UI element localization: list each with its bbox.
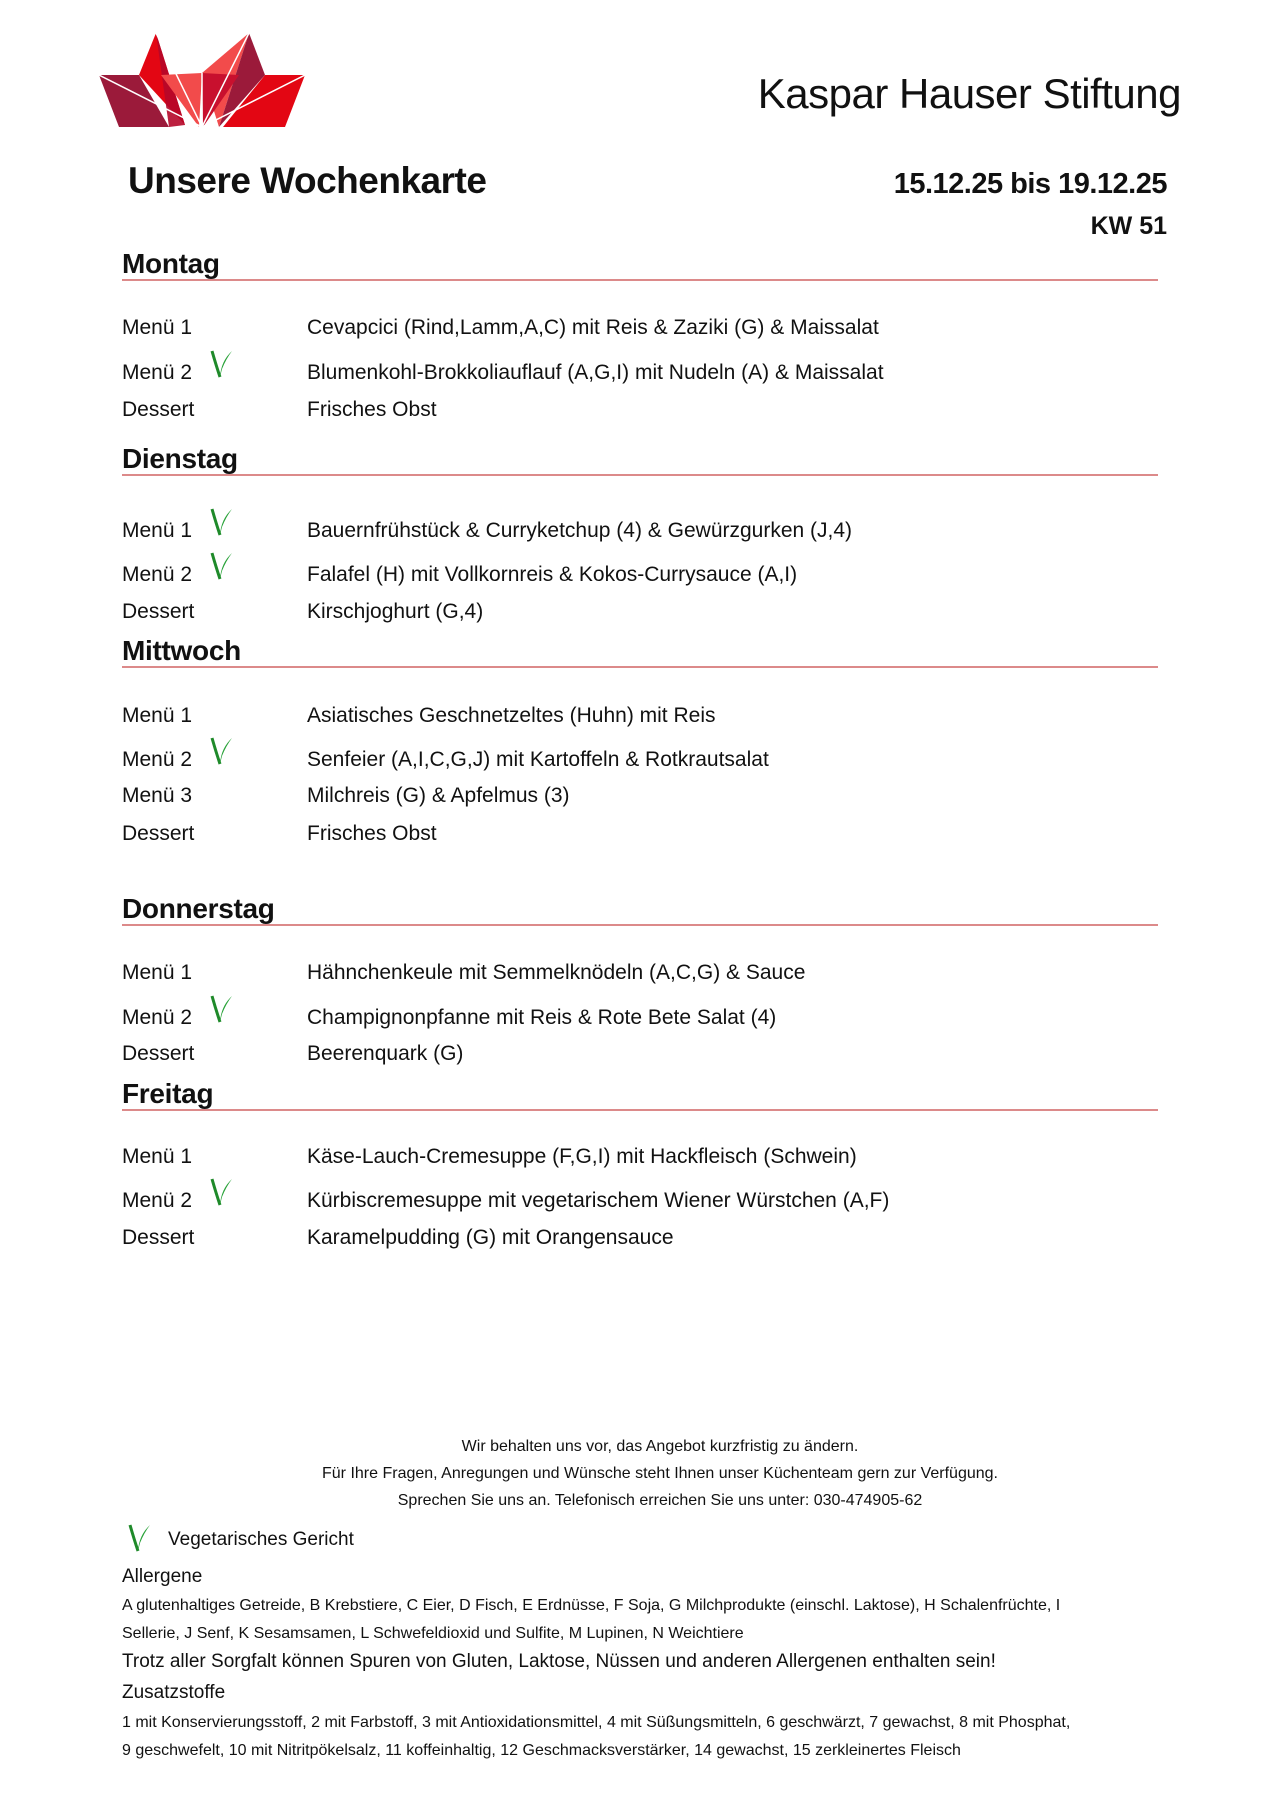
dish-description: Champignonpfanne mit Reis & Rote Bete Salat (4) bbox=[307, 1006, 777, 1029]
dish-description: Falafel (H) mit Vollkornreis & Kokos-Currysauce (A,I) bbox=[307, 563, 798, 586]
day-heading: Dienstag bbox=[122, 443, 238, 474]
dish-description: Käse-Lauch-Cremesuppe (F,G,I) mit Hackfleisch (Schwein) bbox=[307, 1145, 857, 1168]
day-heading: Donnerstag bbox=[122, 893, 275, 924]
menu-label: Dessert bbox=[122, 600, 195, 623]
vegetarian-leaf-icon bbox=[208, 734, 234, 766]
notice-line: Für Ihre Fragen, Anregungen und Wünsche steht Ihnen unser Küchenteam gern zur Verfügung. bbox=[322, 1465, 998, 1482]
dish-description: Blumenkohl-Brokkoliauflauf (A,G,I) mit Nudeln (A) & Maissalat bbox=[307, 361, 884, 384]
menu-label: Menü 3 bbox=[122, 784, 193, 807]
page-title: Unsere Wochenkarte bbox=[128, 160, 487, 201]
organization-name: Kaspar Hauser Stiftung bbox=[757, 70, 1181, 117]
notice-line: Wir behalten uns vor, das Angebot kurzfristig zu ändern. bbox=[461, 1438, 859, 1455]
vegetarian-leaf-icon bbox=[208, 1175, 234, 1207]
menu-label: Menü 1 bbox=[122, 316, 193, 339]
additives-text: 1 mit Konservierungsstoff, 2 mit Farbstoff, 3 mit Antioxidationsmittel, 4 mit Süßungsmitteln, 6 geschwärzt, 7 gewachst, 8 mit Phosphat, bbox=[122, 1714, 1071, 1731]
additives-text: 9 geschwefelt, 10 mit Nitritpökelsalz, 11 koffeinhaltig, 12 Geschmacksverstärker, 14 gewachst, 15 zerkleinertes Fleisch bbox=[122, 1742, 961, 1759]
vegetarian-leaf-icon bbox=[208, 549, 234, 581]
day-divider bbox=[122, 666, 1158, 668]
dish-description: Asiatisches Geschnetzeltes (Huhn) mit Reis bbox=[307, 704, 716, 727]
dish-description: Senfeier (A,I,C,G,J) mit Kartoffeln & Rotkrautsalat bbox=[307, 748, 769, 771]
menu-label: Dessert bbox=[122, 1226, 195, 1249]
calendar-week: KW 51 bbox=[1090, 212, 1167, 240]
menu-label: Dessert bbox=[122, 1042, 195, 1065]
dish-description: Kirschjoghurt (G,4) bbox=[307, 600, 484, 623]
allergens-heading: Allergene bbox=[122, 1566, 203, 1587]
dish-description: Bauernfrühstück & Curryketchup (4) & Gewürzgurken (J,4) bbox=[307, 519, 853, 542]
vegetarian-leaf-icon bbox=[208, 505, 234, 537]
menu-label: Menü 1 bbox=[122, 704, 193, 727]
day-heading: Freitag bbox=[122, 1078, 214, 1109]
menu-label: Menü 2 bbox=[122, 1189, 193, 1212]
dish-description: Milchreis (G) & Apfelmus (3) bbox=[307, 784, 570, 807]
vegetarian-legend: Vegetarisches Gericht bbox=[168, 1529, 354, 1550]
additives-heading: Zusatzstoffe bbox=[122, 1682, 226, 1703]
allergens-text: A glutenhaltiges Getreide, B Krebstiere, C Eier, D Fisch, E Erdnüsse, F Soja, G Milchprodukte (einschl. Laktose), H Schalenfrüchte, I bbox=[122, 1597, 1061, 1614]
allergens-text: Sellerie, J Senf, K Sesamsamen, L Schwefeldioxid und Sulfite, M Lupinen, N Weichtiere bbox=[122, 1625, 744, 1642]
allergen-warning: Trotz aller Sorgfalt können Spuren von Gluten, Laktose, Nüssen und anderen Allergenen enthalten sein! bbox=[122, 1651, 996, 1672]
menu-label: Menü 2 bbox=[122, 748, 193, 771]
menu-label: Menü 2 bbox=[122, 361, 193, 384]
contact-line: Sprechen Sie uns an. Telefonisch erreichen Sie uns unter: 030-474905-62 bbox=[397, 1492, 923, 1509]
menu-label: Dessert bbox=[122, 822, 195, 845]
dish-description: Hähnchenkeule mit Semmelknödeln (A,C,G) & Sauce bbox=[307, 961, 806, 984]
day-heading: Mittwoch bbox=[122, 635, 241, 666]
logo-icon bbox=[99, 33, 305, 127]
vegetarian-leaf-icon bbox=[208, 347, 234, 379]
dish-description: Cevapcici (Rind,Lamm,A,C) mit Reis & Zaziki (G) & Maissalat bbox=[307, 316, 879, 339]
day-divider bbox=[122, 474, 1158, 476]
menu-label: Menü 1 bbox=[122, 961, 193, 984]
dish-description: Frisches Obst bbox=[307, 398, 437, 421]
day-divider bbox=[122, 924, 1158, 926]
vegetarian-leaf-icon bbox=[208, 992, 234, 1024]
date-range: 15.12.25 bis 19.12.25 bbox=[893, 168, 1167, 200]
menu-label: Menü 2 bbox=[122, 1006, 193, 1029]
menu-label: Menü 1 bbox=[122, 519, 193, 542]
dish-description: Frisches Obst bbox=[307, 822, 437, 845]
menu-label: Menü 2 bbox=[122, 563, 193, 586]
menu-label: Menü 1 bbox=[122, 1145, 193, 1168]
day-divider bbox=[122, 279, 1158, 281]
dish-description: Kürbiscremesuppe mit vegetarischem Wiener Würstchen (A,F) bbox=[307, 1189, 890, 1212]
vegetarian-leaf-icon bbox=[126, 1521, 152, 1553]
dish-description: Beerenquark (G) bbox=[307, 1042, 464, 1065]
day-heading: Montag bbox=[122, 248, 220, 279]
day-divider bbox=[122, 1109, 1158, 1111]
menu-label: Dessert bbox=[122, 398, 195, 421]
dish-description: Karamelpudding (G) mit Orangensauce bbox=[307, 1226, 674, 1249]
